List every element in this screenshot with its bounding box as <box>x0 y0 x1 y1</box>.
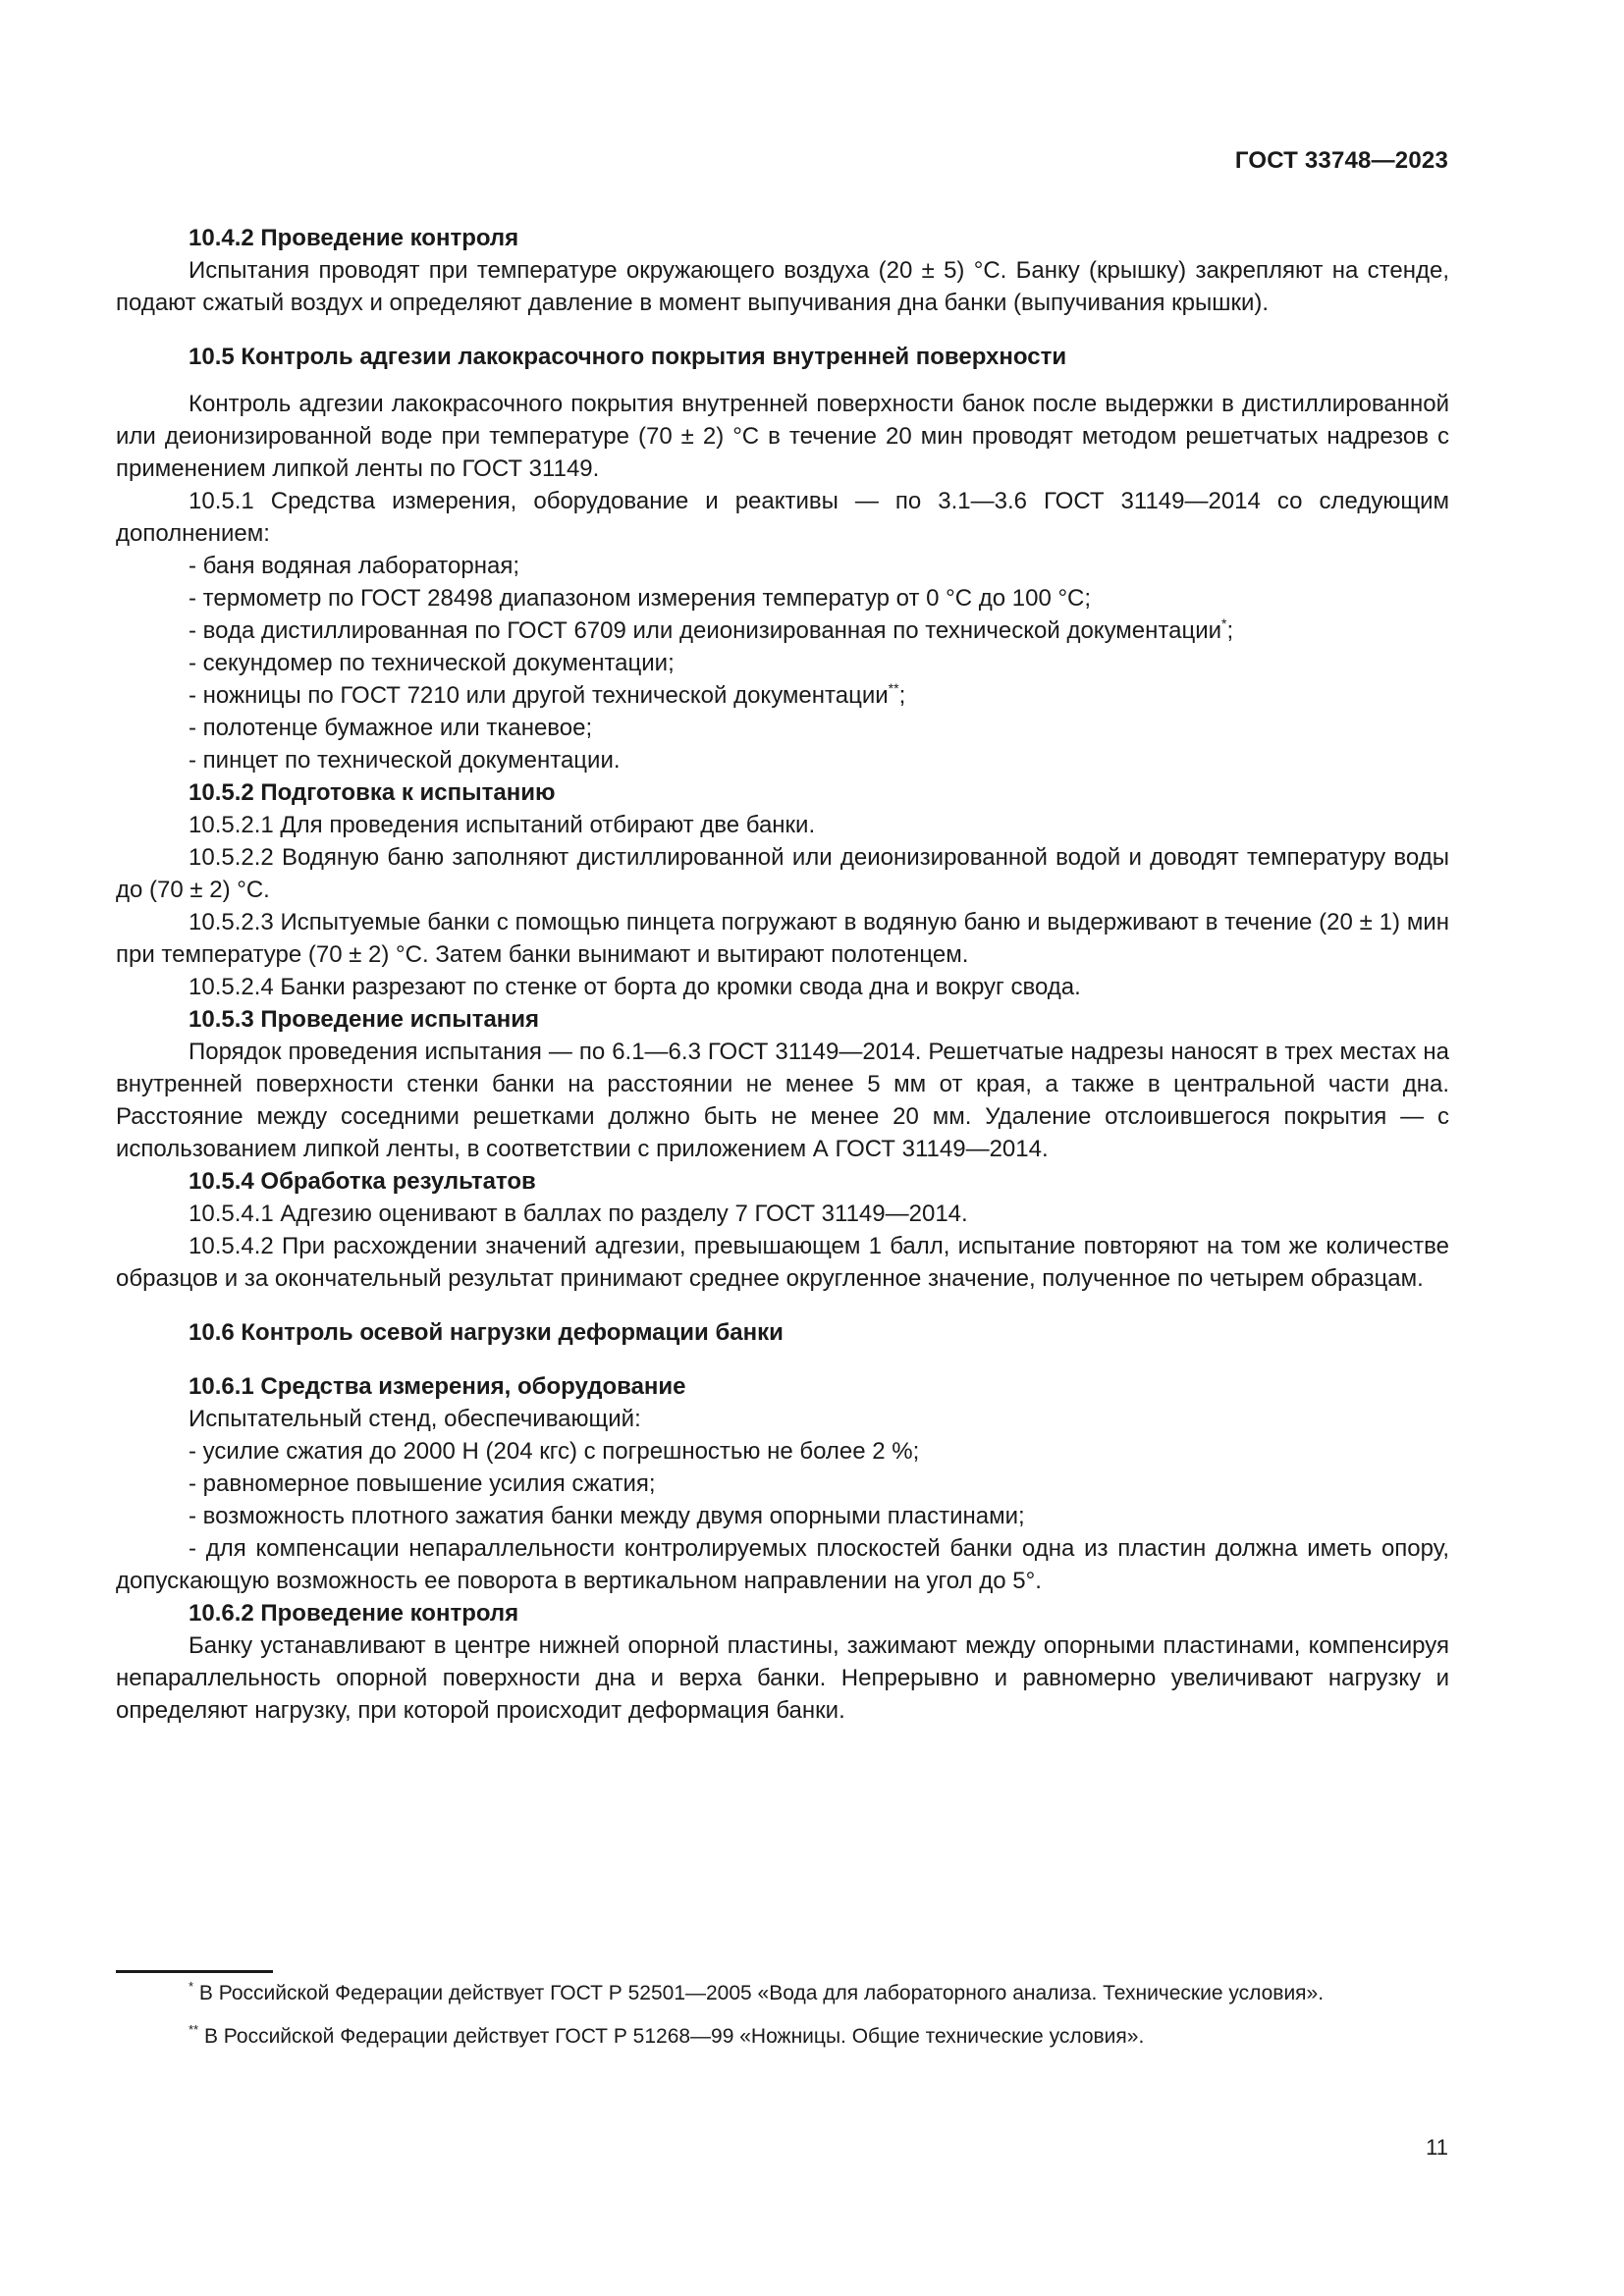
footnote-text: В Российской Федерации действует ГОСТ Р 51268—99 «Ножницы. Общие технические условия». <box>198 2025 1145 2048</box>
footnote <box>116 2022 1449 2052</box>
list-item: - полотенце бумажное или тканевое; <box>189 715 593 741</box>
list-item: - возможность плотного зажатия банки между двумя опорными пластинами; <box>189 1503 1025 1529</box>
list-item: - секундомер по технической документации; <box>189 650 675 676</box>
paragraph: 10.5.2.2 Водяную баню заполняют дистиллированной или деионизированной водой и доводят температуру воды до (70 ± 2) °С. <box>116 844 1449 903</box>
paragraph: Порядок проведения испытания — по 6.1—6.3 ГОСТ 31149—2014. Решетчатые надрезы наносят в трех местах на внутренней поверхности стенки банки на расстоянии не менее 5 мм от края, а также в центральной части дна. Расстояние между соседними решетками должно быть не менее 20 мм. Удаление отслоившегося покрытия — с использованием липкой ленты, в соответствии с приложением А ГОСТ 31149—2014. <box>116 1039 1449 1162</box>
list-item: - баня водяная лабораторная; <box>189 553 519 579</box>
document-body <box>116 222 1449 1727</box>
section-heading-10-5: 10.5 Контроль адгезии лакокрасочного покрытия внутренней поверхности <box>189 344 1067 370</box>
list-item-text: - ножницы по ГОСТ 7210 или другой технической документации <box>189 682 889 709</box>
footnote <box>116 1979 1449 2008</box>
section-heading-10-4-2: 10.4.2 Проведение контроля <box>189 225 519 251</box>
footnote-text: В Российской Федерации действует ГОСТ Р 52501—2005 «Вода для лабораторного анализа. Технические условия». <box>193 1982 1325 2004</box>
section-heading-10-6: 10.6 Контроль осевой нагрузки деформации банки <box>189 1319 784 1346</box>
list-item: - пинцет по технической документации. <box>189 747 621 774</box>
list-item: - для компенсации непараллельности контролируемых плоскостей банки одна из пластин должна иметь опору, допускающую возможность ее поворота в вертикальном направлении на угол до 5°. <box>116 1535 1449 1594</box>
section-heading-10-5-2: 10.5.2 Подготовка к испытанию <box>189 779 556 806</box>
footnote-separator <box>116 1970 273 1973</box>
page-number: 11 <box>1426 2135 1448 2160</box>
list-item: - термометр по ГОСТ 28498 диапазоном измерения температур от 0 °С до 100 °С; <box>189 585 1092 612</box>
paragraph: 10.5.2.1 Для проведения испытаний отбирают две банки. <box>189 812 816 838</box>
list-item-tail: ; <box>1226 617 1234 644</box>
paragraph: Банку устанавливают в центре нижней опорной пластины, зажимают между опорными пластинами, компенсируя непараллельность опорной поверхности дна и верха банки. Непрерывно и равномерно увеличивают нагрузку и определяют нагрузку, при которой происходит деформация банки. <box>116 1632 1449 1724</box>
footnote-ref: * <box>1221 615 1227 631</box>
footnotes <box>116 1979 1449 2052</box>
list-item: - усилие сжатия до 2000 Н (204 кгс) с погрешностью не более 2 %; <box>189 1438 920 1465</box>
paragraph: 10.5.2.3 Испытуемые банки с помощью пинцета погружают в водяную баню и выдерживают в течение (20 ± 1) мин при температуре (70 ± 2) °С. Затем банки вынимают и вытирают полотенцем. <box>116 909 1449 968</box>
document-code-header: ГОСТ 33748—2023 <box>1234 147 1448 174</box>
paragraph: Контроль адгезии лакокрасочного покрытия внутренней поверхности банок после выдержки в дистиллированной или деионизированной воде при температуре (70 ± 2) °С в течение 20 мин проводят методом решетчатых надрезов с применением липкой ленты по ГОСТ 31149. <box>116 391 1449 482</box>
paragraph: 10.5.2.4 Банки разрезают по стенке от борта до кромки свода дна и вокруг свода. <box>189 974 1081 1000</box>
section-heading-10-5-4: 10.5.4 Обработка результатов <box>189 1168 536 1195</box>
list-item <box>116 679 1449 712</box>
list-item-text: - вода дистиллированная по ГОСТ 6709 или деионизированная по технической документации <box>189 617 1222 644</box>
section-heading-10-6-1: 10.6.1 Средства измерения, оборудование <box>189 1373 686 1400</box>
paragraph: 10.5.4.1 Адгезию оценивают в баллах по разделу 7 ГОСТ 31149—2014. <box>189 1201 968 1227</box>
paragraph: Испытательный стенд, обеспечивающий: <box>189 1406 641 1432</box>
paragraph-10-5-1: 10.5.1 Средства измерения, оборудование и реактивы — по 3.1—3.6 ГОСТ 31149—2014 со следующим дополнением: <box>116 488 1449 547</box>
list-item-tail: ; <box>898 682 906 709</box>
footnote-mark: ** <box>189 2022 199 2037</box>
section-heading-10-6-2: 10.6.2 Проведение контроля <box>189 1600 519 1627</box>
list-item <box>116 614 1449 647</box>
list-item: - равномерное повышение усилия сжатия; <box>189 1470 656 1497</box>
paragraph: 10.5.4.2 При расхождении значений адгезии, превышающем 1 балл, испытание повторяют на том же количестве образцов и за окончательный результат принимают среднее округленное значение, полученное по четырем образцам. <box>116 1233 1449 1292</box>
footnote-ref: ** <box>888 680 899 696</box>
paragraph: Испытания проводят при температуре окружающего воздуха (20 ± 5) °С. Банку (крышку) закрепляют на стенде, подают сжатый воздух и определяют давление в момент выпучивания дна банки (выпучивания крышки). <box>116 257 1449 316</box>
section-heading-10-5-3: 10.5.3 Проведение испытания <box>189 1006 540 1033</box>
footnote-mark: * <box>189 1979 194 1994</box>
